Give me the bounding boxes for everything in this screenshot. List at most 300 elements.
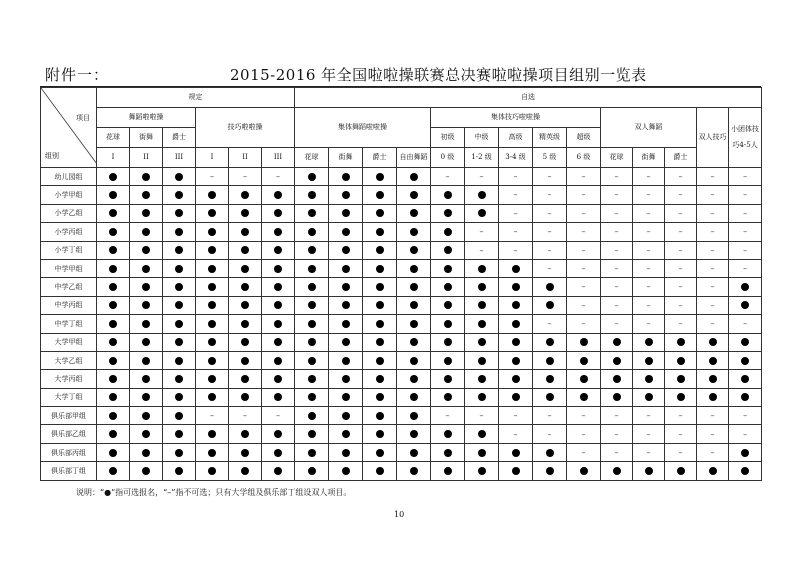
selectable-dot-icon: [512, 338, 520, 346]
row-group-name: 小学丁组: [41, 241, 97, 259]
table-cell: [567, 278, 601, 296]
table-cell: [499, 315, 533, 333]
selectable-dot-icon: [308, 449, 316, 457]
selectable-dot-icon: [109, 320, 117, 328]
table-cell: [196, 186, 229, 204]
table-cell: [397, 241, 431, 259]
selectable-dot-icon: [342, 467, 350, 475]
table-cell: [533, 351, 567, 369]
selectable-dot-icon: [342, 412, 350, 420]
selectable-dot-icon: [175, 467, 183, 475]
table-cell: [665, 278, 697, 296]
selectable-dot-icon: [274, 338, 282, 346]
not-selectable-dash: –: [513, 245, 518, 255]
table-cell: [465, 168, 499, 186]
table-cell: [633, 462, 665, 480]
selectable-dot-icon: [677, 338, 685, 346]
table-row: [41, 241, 762, 259]
not-selectable-dash: –: [513, 429, 518, 439]
table-cell: [533, 370, 567, 388]
row-group-name: 幼儿园组: [41, 168, 97, 186]
table-cell: [431, 204, 465, 222]
header-roman-1: I: [97, 148, 130, 168]
not-selectable-dash: –: [678, 300, 683, 310]
selectable-dot-icon: [175, 357, 183, 365]
selectable-dot-icon: [308, 209, 316, 217]
selectable-dot-icon: [546, 467, 554, 475]
not-selectable-dash: –: [513, 227, 518, 237]
table-cell: [465, 333, 499, 351]
table-cell: [229, 204, 262, 222]
table-cell: [729, 462, 762, 480]
not-selectable-dash: –: [646, 227, 651, 237]
table-cell: [196, 425, 229, 443]
table-cell: [499, 278, 533, 296]
selectable-dot-icon: [142, 412, 150, 420]
selectable-dot-icon: [175, 265, 183, 273]
table-cell: [697, 425, 729, 443]
table-row: [41, 186, 762, 204]
document-title: 2015-2016 年全国啦啦操联赛总决赛啦啦操项目组别一览表: [230, 66, 647, 84]
header-jueshi: 爵士: [163, 128, 196, 148]
table-cell: [97, 259, 130, 277]
table-cell: [163, 351, 196, 369]
table-cell: [163, 462, 196, 480]
table-cell: [633, 168, 665, 186]
table-cell: [329, 186, 363, 204]
table-cell: [329, 278, 363, 296]
table-cell: [262, 278, 295, 296]
table-cell: [363, 462, 397, 480]
table-cell: [665, 370, 697, 388]
selectable-dot-icon: [308, 357, 316, 365]
not-selectable-dash: –: [646, 429, 651, 439]
selectable-dot-icon: [208, 449, 216, 457]
selectable-dot-icon: [410, 393, 418, 401]
selectable-dot-icon: [175, 412, 183, 420]
not-selectable-dash: –: [614, 245, 619, 255]
selectable-dot-icon: [478, 320, 486, 328]
table-cell: [163, 168, 196, 186]
table-cell: [329, 462, 363, 480]
table-cell: [697, 462, 729, 480]
table-cell: [665, 462, 697, 480]
table-cell: [262, 407, 295, 425]
table-cell: [397, 388, 431, 406]
table-cell: [499, 443, 533, 461]
table-cell: [697, 223, 729, 241]
table-cell: [665, 168, 697, 186]
table-cell: [431, 241, 465, 259]
selectable-dot-icon: [308, 412, 316, 420]
table-cell: [533, 443, 567, 461]
table-cell: [665, 204, 697, 222]
not-selectable-dash: –: [513, 190, 518, 200]
table-cell: [295, 425, 329, 443]
selectable-dot-icon: [208, 283, 216, 291]
table-cell: [431, 462, 465, 480]
selectable-dot-icon: [410, 338, 418, 346]
table-cell: [130, 388, 163, 406]
not-selectable-dash: –: [581, 208, 586, 218]
table-cell: [262, 333, 295, 351]
not-selectable-dash: –: [710, 300, 715, 310]
not-selectable-dash: –: [243, 411, 247, 421]
table-row: [41, 168, 762, 186]
selectable-dot-icon: [274, 246, 282, 254]
table-cell: [295, 296, 329, 314]
selectable-dot-icon: [142, 301, 150, 309]
table-cell: [465, 223, 499, 241]
table-cell: [601, 186, 633, 204]
selectable-dot-icon: [709, 375, 717, 383]
table-cell: [397, 204, 431, 222]
table-cell: [465, 370, 499, 388]
header-level-gaoji: 高级: [499, 128, 533, 148]
selectable-dot-icon: [410, 467, 418, 475]
selectable-dot-icon: [208, 191, 216, 199]
table-cell: [601, 168, 633, 186]
table-cell: [465, 241, 499, 259]
table-cell: [601, 296, 633, 314]
selectable-dot-icon: [613, 393, 621, 401]
table-row: [41, 333, 762, 351]
not-selectable-dash: –: [547, 411, 552, 421]
selectable-dot-icon: [274, 209, 282, 217]
selectable-dot-icon: [142, 320, 150, 328]
selectable-dot-icon: [512, 301, 520, 309]
table-cell: [97, 241, 130, 259]
table-cell: [229, 333, 262, 351]
selectable-dot-icon: [741, 393, 749, 401]
not-selectable-dash: –: [678, 208, 683, 218]
not-selectable-dash: –: [276, 411, 280, 421]
header-free-dance: 自由舞蹈: [397, 148, 431, 168]
not-selectable-dash: –: [479, 227, 484, 237]
table-cell: [697, 278, 729, 296]
table-cell: [499, 204, 533, 222]
selectable-dot-icon: [376, 246, 384, 254]
row-group-name: 俱乐部丙组: [41, 443, 97, 461]
row-group-name: 俱乐部乙组: [41, 425, 97, 443]
table-cell: [262, 443, 295, 461]
selectable-dot-icon: [342, 265, 350, 273]
table-cell: [499, 407, 533, 425]
table-cell: [633, 223, 665, 241]
table-cell: [601, 443, 633, 461]
header-jiewu: 街舞: [633, 148, 665, 168]
row-group-name: 大学甲组: [41, 333, 97, 351]
table-cell: [262, 388, 295, 406]
selectable-dot-icon: [512, 375, 520, 383]
selectable-dot-icon: [376, 412, 384, 420]
table-cell: [397, 370, 431, 388]
row-group-name: 大学丁组: [41, 388, 97, 406]
table-cell: [533, 241, 567, 259]
header-optional: 自选: [295, 88, 762, 108]
not-selectable-dash: –: [445, 411, 450, 421]
row-group-name: 小学乙组: [41, 204, 97, 222]
selectable-dot-icon: [410, 375, 418, 383]
selectable-dot-icon: [410, 173, 418, 181]
selectable-dot-icon: [444, 449, 452, 457]
selectable-dot-icon: [478, 301, 486, 309]
table-cell: [130, 462, 163, 480]
selectable-dot-icon: [709, 338, 717, 346]
table-cell: [533, 388, 567, 406]
table-cell: [130, 351, 163, 369]
table-cell: [262, 425, 295, 443]
selectable-dot-icon: [308, 283, 316, 291]
table-cell: [163, 296, 196, 314]
table-cell: [229, 462, 262, 480]
table-cell: [465, 388, 499, 406]
header-small-group: 小团体技巧4-5人: [729, 108, 762, 168]
table-cell: [163, 388, 196, 406]
table-cell: [130, 204, 163, 222]
not-selectable-dash: –: [710, 190, 715, 200]
selectable-dot-icon: [478, 283, 486, 291]
selectable-dot-icon: [109, 209, 117, 217]
table-cell: [130, 407, 163, 425]
not-selectable-dash: –: [547, 264, 552, 274]
selectable-dot-icon: [709, 393, 717, 401]
selectable-dot-icon: [741, 449, 749, 457]
table-cell: [729, 296, 762, 314]
table-cell: [196, 315, 229, 333]
table-cell: [363, 370, 397, 388]
header-level-chuji: 初级: [431, 128, 465, 148]
table-cell: [431, 259, 465, 277]
table-cell: [697, 259, 729, 277]
selectable-dot-icon: [546, 393, 554, 401]
selectable-dot-icon: [580, 357, 588, 365]
selectable-dot-icon: [274, 449, 282, 457]
selectable-dot-icon: [308, 320, 316, 328]
selectable-dot-icon: [342, 338, 350, 346]
selectable-dot-icon: [342, 320, 350, 328]
table-row: [41, 351, 762, 369]
not-selectable-dash: –: [445, 172, 450, 182]
table-cell: [465, 186, 499, 204]
not-selectable-dash: –: [743, 319, 748, 329]
not-selectable-dash: –: [547, 319, 552, 329]
selectable-dot-icon: [241, 209, 249, 217]
selectable-dot-icon: [613, 338, 621, 346]
selectable-dot-icon: [308, 301, 316, 309]
not-selectable-dash: –: [614, 300, 619, 310]
table-cell: [499, 259, 533, 277]
table-cell: [633, 241, 665, 259]
table-cell: [196, 407, 229, 425]
table-cell: [130, 333, 163, 351]
table-cell: [229, 186, 262, 204]
table-cell: [329, 443, 363, 461]
table-cell: [363, 333, 397, 351]
not-selectable-dash: –: [678, 190, 683, 200]
not-selectable-dash: –: [678, 447, 683, 457]
selectable-dot-icon: [241, 246, 249, 254]
selectable-dot-icon: [546, 449, 554, 457]
table-cell: [130, 443, 163, 461]
selectable-dot-icon: [109, 467, 117, 475]
table-cell: [567, 388, 601, 406]
selectable-dot-icon: [208, 375, 216, 383]
not-selectable-dash: –: [646, 264, 651, 274]
table-row: [41, 370, 762, 388]
table-cell: [431, 333, 465, 351]
row-group-name: 小学丙组: [41, 223, 97, 241]
table-cell: [229, 168, 262, 186]
selectable-dot-icon: [645, 467, 653, 475]
not-selectable-dash: –: [581, 319, 586, 329]
table-cell: [196, 462, 229, 480]
table-cell: [665, 315, 697, 333]
table-cell: [295, 443, 329, 461]
table-cell: [697, 407, 729, 425]
selectable-dot-icon: [308, 375, 316, 383]
selectable-dot-icon: [741, 467, 749, 475]
table-cell: [633, 315, 665, 333]
not-selectable-dash: –: [276, 172, 280, 182]
table-cell: [130, 296, 163, 314]
table-cell: [729, 388, 762, 406]
selectable-dot-icon: [376, 265, 384, 273]
table-cell: [295, 315, 329, 333]
row-group-name: 俱乐部丁组: [41, 462, 97, 480]
selectable-dot-icon: [109, 283, 117, 291]
table-cell: [499, 241, 533, 259]
not-selectable-dash: –: [678, 429, 683, 439]
selectable-dot-icon: [478, 449, 486, 457]
header-level-6: 6 级: [567, 148, 601, 168]
selectable-dot-icon: [410, 191, 418, 199]
selectable-dot-icon: [444, 320, 452, 328]
table-cell: [196, 204, 229, 222]
table-cell: [499, 370, 533, 388]
table-cell: [196, 278, 229, 296]
event-group-table: [40, 87, 762, 481]
selectable-dot-icon: [376, 301, 384, 309]
table-cell: [329, 407, 363, 425]
table-cell: [97, 388, 130, 406]
selectable-dot-icon: [175, 301, 183, 309]
table-cell: [363, 443, 397, 461]
table-cell: [163, 407, 196, 425]
header-group-skill: 集体技巧啦啦操: [431, 108, 601, 128]
table-cell: [665, 241, 697, 259]
table-cell: [729, 315, 762, 333]
table-cell: [601, 462, 633, 480]
table-cell: [729, 351, 762, 369]
table-cell: [262, 241, 295, 259]
table-cell: [633, 296, 665, 314]
table-cell: [567, 370, 601, 388]
table-row: [41, 278, 762, 296]
header-jiewu: 街舞: [329, 148, 363, 168]
table-cell: [665, 388, 697, 406]
table-cell: [163, 425, 196, 443]
selectable-dot-icon: [444, 228, 452, 236]
table-cell: [397, 278, 431, 296]
selectable-dot-icon: [142, 246, 150, 254]
table-cell: [262, 462, 295, 480]
not-selectable-dash: –: [678, 227, 683, 237]
table-cell: [229, 259, 262, 277]
table-cell: [465, 296, 499, 314]
table-cell: [196, 241, 229, 259]
selectable-dot-icon: [175, 338, 183, 346]
selectable-dot-icon: [208, 228, 216, 236]
table-cell: [567, 315, 601, 333]
table-cell: [465, 259, 499, 277]
attachment-label: 附件一：: [45, 66, 110, 84]
table-cell: [729, 186, 762, 204]
selectable-dot-icon: [274, 265, 282, 273]
selectable-dot-icon: [208, 430, 216, 438]
table-cell: [465, 425, 499, 443]
table-cell: [697, 315, 729, 333]
table-cell: [196, 370, 229, 388]
table-cell: [262, 223, 295, 241]
selectable-dot-icon: [677, 393, 685, 401]
table-cell: [163, 241, 196, 259]
table-cell: [697, 370, 729, 388]
selectable-dot-icon: [410, 412, 418, 420]
selectable-dot-icon: [241, 375, 249, 383]
selectable-dot-icon: [741, 301, 749, 309]
table-cell: [697, 388, 729, 406]
selectable-dot-icon: [142, 209, 150, 217]
selectable-dot-icon: [645, 393, 653, 401]
selectable-dot-icon: [241, 338, 249, 346]
table-cell: [163, 204, 196, 222]
not-selectable-dash: –: [614, 190, 619, 200]
table-cell: [130, 223, 163, 241]
table-cell: [499, 223, 533, 241]
header-huaqiu: 花球: [295, 148, 329, 168]
selectable-dot-icon: [109, 430, 117, 438]
selectable-dot-icon: [342, 357, 350, 365]
table-cell: [601, 259, 633, 277]
selectable-dot-icon: [208, 393, 216, 401]
table-cell: [431, 425, 465, 443]
table-cell: [465, 407, 499, 425]
not-selectable-dash: –: [646, 190, 651, 200]
selectable-dot-icon: [444, 393, 452, 401]
not-selectable-dash: –: [210, 172, 214, 182]
selectable-dot-icon: [208, 246, 216, 254]
table-cell: [329, 259, 363, 277]
footnote: 说明：“●”指可选报名，“–”指不可选；只有大学组及俱乐部丁组设双人项目。: [76, 488, 352, 497]
selectable-dot-icon: [109, 393, 117, 401]
table-cell: [601, 388, 633, 406]
table-cell: [295, 388, 329, 406]
table-cell: [533, 333, 567, 351]
table-row: [41, 315, 762, 333]
not-selectable-dash: –: [581, 411, 586, 421]
selectable-dot-icon: [274, 375, 282, 383]
table-cell: [196, 296, 229, 314]
not-selectable-dash: –: [710, 429, 715, 439]
selectable-dot-icon: [410, 246, 418, 254]
selectable-dot-icon: [175, 209, 183, 217]
not-selectable-dash: –: [513, 172, 518, 182]
selectable-dot-icon: [546, 283, 554, 291]
table-row: [41, 388, 762, 406]
table-cell: [533, 186, 567, 204]
table-cell: [533, 315, 567, 333]
